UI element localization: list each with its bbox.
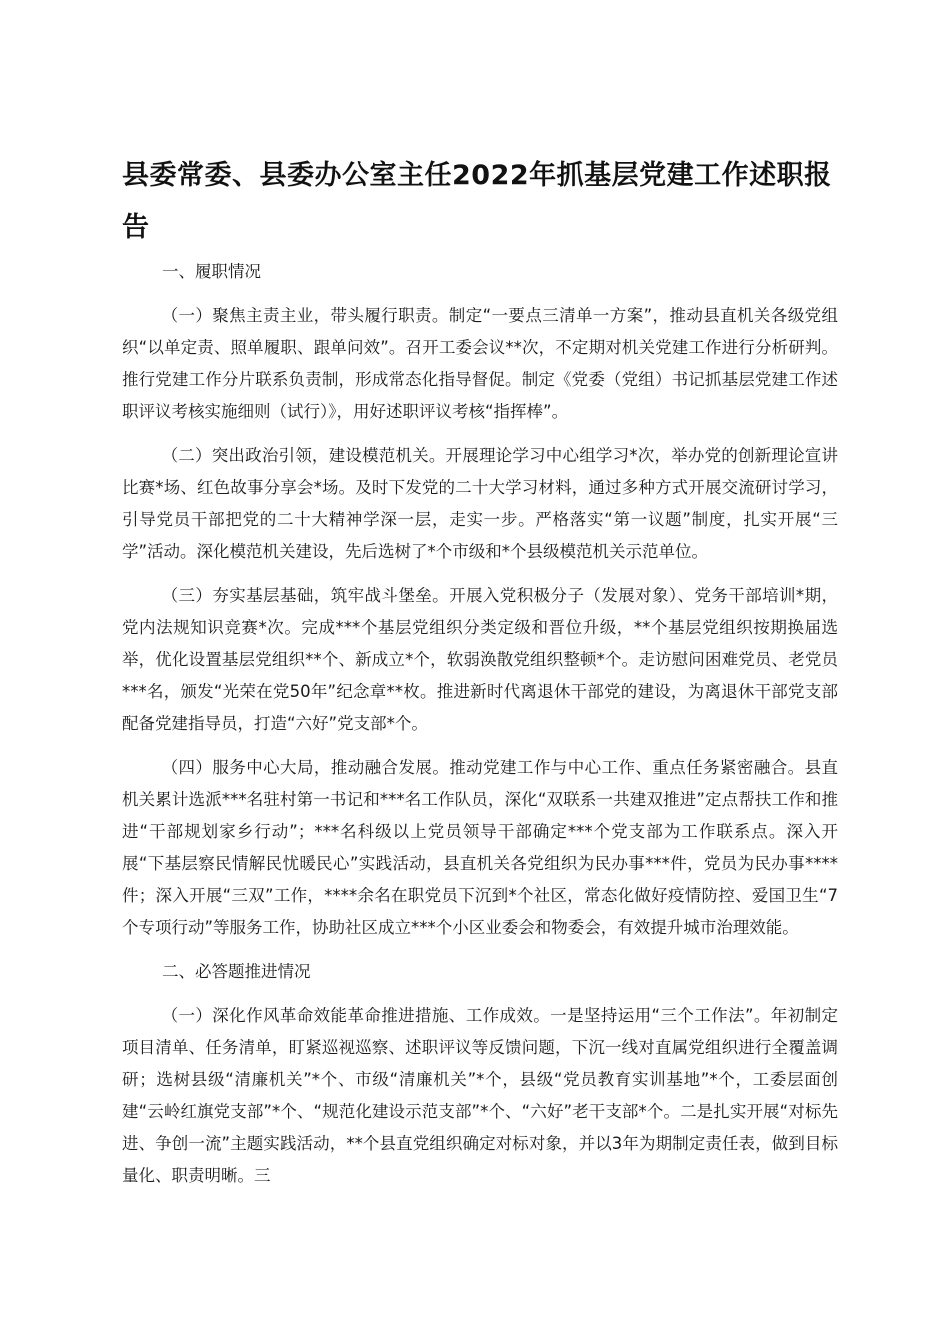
paragraph-serve-center: （四）服务中心大局，推动融合发展。推动党建工作与中心工作、重点任务紧密融合。县直机关累计选派***名驻村第一书记和***名工作队员，深化“双联系一共建双推进”定点帮扶工作和推进“干部规划家乡行动”；***名科级以上党员领导干部确定***个党支部为工作联系点。深入开展“下基层察民情解民忧暖民心”实践活动，县直机关各党组织为民办事***件，党员为民办事****件；深入开展“三双”工作，****余名在职党员下沉到*个社区，常态化做好疫情防控、爱国卫生“7个专项行动”等服务工作，协助社区成立***个小区业委会和物委会，有效提升城市治理效能。 [122,758,838,937]
document-body [122,256,838,1204]
section-heading-required-questions: 二、必答题推进情况 [162,962,311,981]
document-title: 县委常委、县委办公室主任2022年抓基层党建工作述职报告 [122,160,832,243]
paragraph-grassroots-foundation: （三）夯实基层基础，筑牢战斗堡垒。开展入党积极分子（发展对象）、党务干部培训*期，党内法规知识竞赛*次。完成***个基层党组织分类定级和晋位升级，**个基层党组织按期换届选举，优化设置基层党组织**个、新成立*个，软弱涣散党组织整顿*个。走访慰问困难党员、老党员***名，颁发“光荣在党50年”纪念章**枚。推进新时代离退休干部党的建设，为离退休干部党支部配备党建指导员，打造“六好”党支部*个。 [122,586,838,733]
paragraph-main-responsibility: （一）聚焦主责主业，带头履行职责。制定“一要点三清单一方案”，推动县直机关各级党组织“以单定责、照单履职、跟单问效”。召开工委会议**次，不定期对机关党建工作进行分析研判。推行党建工作分片联系负责制，形成常态化指导督促。制定《党委（党组）书记抓基层党建工作述职评议考核实施细则（试行）》，用好述职评议考核“指挥棒”。 [122,306,838,421]
section-heading-performance: 一、履职情况 [162,262,261,281]
paragraph-work-style-revolution: （一）深化作风革命效能革命推进措施、工作成效。一是坚持运用“三个工作法”。年初制定项目清单、任务清单，盯紧巡视巡察、述职评议等反馈问题，下沉一线对直属党组织进行全覆盖调研；选树县级“清廉机关”*个、市级“清廉机关”*个，县级“党员教育实训基地”*个，工委层面创建“云岭红旗党支部”*个、“规范化建设示范支部”*个、“六好”老干支部*个。二是扎实开展“对标先进、争创一流”主题实践活动，**个县直党组织确定对标对象，并以3年为期制定责任表，做到目标量化、职责明晰。三 [122,1006,838,1185]
paragraph-political-leadership: （二）突出政治引领，建设模范机关。开展理论学习中心组学习*次，举办党的创新理论宣讲比赛*场、红色故事分享会*场。及时下发党的二十大学习材料，通过多种方式开展交流研讨学习，引导党员干部把党的二十大精神学深一层，走实一步。严格落实“第一议题”制度，扎实开展“三学”活动。深化模范机关建设，先后选树了*个市级和*个县级模范机关示范单位。 [122,446,838,561]
